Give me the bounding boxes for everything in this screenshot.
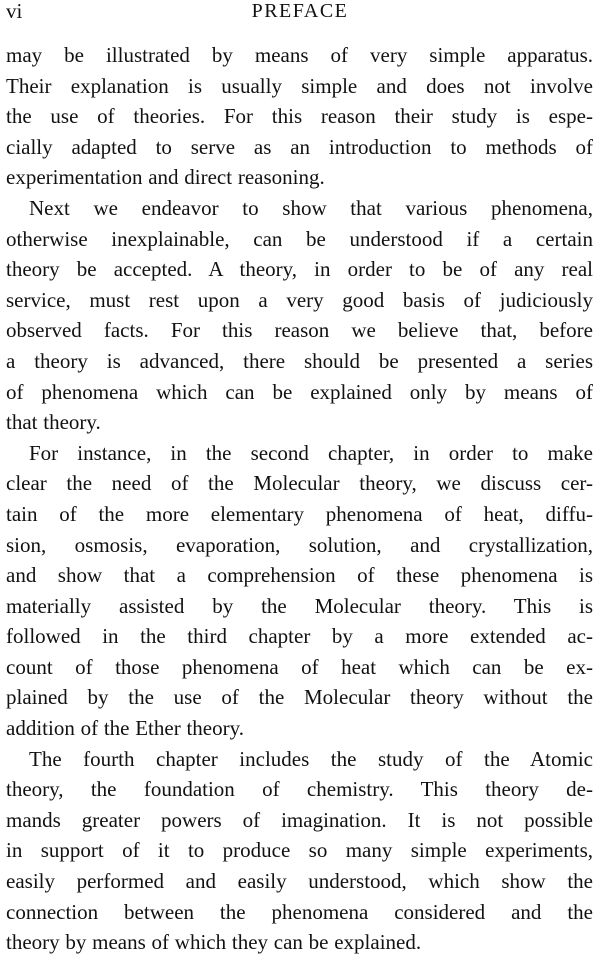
text-line: Next we endeavor to show that various phenomena, bbox=[29, 195, 593, 220]
text-line: materially assisted by the Molecular theory. This is bbox=[6, 593, 593, 618]
text-line: theory by means of which they can be explained. bbox=[6, 930, 422, 955]
text-line: and show that a comprehension of these phenomena is bbox=[6, 563, 593, 588]
text-line: of phenomena which can be explained only by means of bbox=[6, 379, 593, 404]
paragraph-1 bbox=[6, 40, 593, 193]
text-line: may be illustrated by means of very simple apparatus. bbox=[6, 43, 593, 67]
text-line: experimentation and direct reasoning. bbox=[6, 165, 325, 190]
text-line: service, must rest upon a very good basis of judiciously bbox=[6, 287, 593, 312]
text-line: otherwise inexplainable, can be understood if a certain bbox=[6, 226, 593, 251]
text-line: in support of it to produce so many simple experiments, bbox=[6, 838, 593, 863]
text-line: cially adapted to serve as an introduction to methods of bbox=[6, 134, 593, 159]
paragraph-2 bbox=[6, 193, 593, 438]
text-line: a theory is advanced, there should be presented a series bbox=[6, 348, 593, 373]
text-line: clear the need of the Molecular theory, we discuss cer- bbox=[6, 471, 593, 496]
text-line: The fourth chapter includes the study of the Atomic bbox=[29, 746, 593, 771]
text-line: count of those phenomena of heat which can be ex- bbox=[6, 654, 593, 679]
text-line: observed facts. For this reason we believe that, before bbox=[6, 318, 593, 343]
text-line: Their explanation is usually simple and does not involve bbox=[6, 73, 593, 98]
running-head: PREFACE bbox=[251, 0, 349, 22]
text-line: connection between the phenomena considered and the bbox=[6, 899, 593, 924]
text-line: the use of theories. For this reason their study is espe- bbox=[6, 104, 593, 129]
paragraph-4 bbox=[6, 744, 593, 958]
paragraph-3 bbox=[6, 438, 593, 744]
body-text bbox=[6, 40, 593, 958]
text-line: tain of the more elementary phenomena of heat, diffu- bbox=[6, 501, 593, 526]
text-line: theory be accepted. A theory, in order to be of any real bbox=[6, 257, 593, 282]
text-line: sion, osmosis, evaporation, solution, and crystallization, bbox=[6, 532, 593, 557]
text-line: For instance, in the second chapter, in order to make bbox=[29, 440, 593, 465]
text-line: addition of the Ether theory. bbox=[6, 716, 244, 741]
text-line: easily performed and easily understood, which show the bbox=[6, 869, 593, 894]
text-line: followed in the third chapter by a more extended ac- bbox=[6, 624, 593, 649]
text-line: that theory. bbox=[6, 410, 101, 435]
text-line: theory, the foundation of chemistry. This theory de- bbox=[6, 777, 593, 802]
page-number: vi bbox=[6, 0, 23, 23]
text-line: mands greater powers of imagination. It is not possible bbox=[6, 807, 593, 832]
page-header bbox=[6, 0, 594, 26]
text-line: plained by the use of the Molecular theory without the bbox=[6, 685, 593, 710]
